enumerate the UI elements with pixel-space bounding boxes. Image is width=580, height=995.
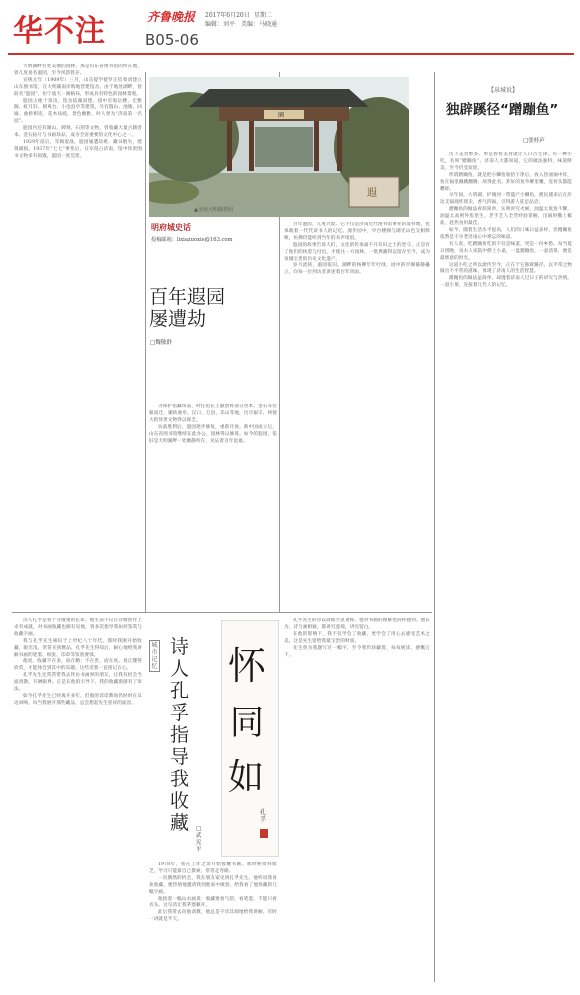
article2-paragraph: 所谓蹭蹦鱼，就是把小鲫鱼收拾干净后，放入热油锅中炸，鱼在锅里蹦跳翻腾，故得此名。炸好的鱼外酥里嫩，连骨头都能嚼碎。 (440, 172, 572, 192)
garden-photo (149, 77, 409, 217)
article3-paragraph: 先生曾为我题写过一幅字，至今我仍珍藏着，每每展读，感慨万千。 (284, 645, 430, 658)
article2-paragraph: 早年间，大明湖、护城河一带盛产小鲫鱼，渔民捕来后在岸边支锅现炸现卖，香气四溢，引得游人驻足品尝。 (440, 193, 572, 206)
article2-headline: 独辟蹊径“蹭蹦鱼” (446, 102, 559, 118)
article2-paragraph: 历下美食繁多，单是看看美食就让人口舌生津。有一种小吃，名叫“蹭蹦鱼”，济南人大都知道，它的做法独特，味道鲜美，至今仍受欢迎。 (440, 152, 572, 171)
article3-body-continued (149, 862, 277, 983)
calligraphy-line: 同 (230, 703, 264, 743)
article2-paragraph: 有人说，吃蹭蹦鱼吃的不仅是味道，更是一份乡愁。每当夏日傍晚，泉水人家院中摆上小桌，一盘蹭蹦鱼，一壶清茶，便是最惬意的时光。 (440, 241, 572, 261)
article3-paragraph: 1978年，我在工作之余开始接触书画。那时候资料匮乏，学习只能靠自己摸索，常常走弯路。 (149, 862, 277, 874)
photo-caption-text: 济南大明湖老园 (197, 207, 233, 213)
article1-paragraph: 百年遐园，几度兴废。它不仅是济南近代图书馆事业的发祥地，也承载着一代代读书人的记忆。漫步园中，亭台楼阁与湖光山色交相辉映，仿佛仍能听到当年的书声琅琅。 (284, 222, 430, 241)
article3-author: □武宪平 (196, 826, 202, 853)
article1-body (14, 64, 142, 609)
calligraphy-seal (260, 829, 268, 838)
article3-paragraph: 诗人孔孚是我十分敬重的长辈。他生前不仅在诗歌创作上卓有成就，对书画收藏也颇有见地，曾多次指导我如何鉴赏与收藏字画。 (14, 618, 142, 637)
article1-paragraph: 遐园内还有湖山、碑刻、石刻等文物，曾收藏大量古籍善本、金石拓片与书画珍品，成为全省重要的文化中心之一。 (14, 126, 142, 139)
article1-paragraph: 遐园占地十余亩，馆舍依湖而建，园中有海岳楼、宏雅阁、虹月轩、朝爽台、小沧浪亭等建筑，另有假山、池塘、回廊、曲桥相连，花木扶疏，景色幽雅，时人誉为“济南第一名园”。 (14, 98, 142, 125)
article1-paragraph: 岁月流转，遐园依旧。湖畔的杨柳年年吐绿，园中的亭阁静静矗立，向每一位到访者讲述着百年风雨。 (284, 263, 430, 276)
article1-paragraph: 宣统元年（1909年）三月，山东提学使罗正钧奏请建立山东图书馆，在大明湖南岸购地营建馆舍。由于地处湖畔，曾取名“遐园”，仿宁波天一阁格局，形成具有特色的园林景观。 (14, 77, 142, 97)
column-divider (434, 72, 435, 982)
section-divider (12, 612, 432, 613)
column-box-title: 明府城史话 (151, 222, 191, 232)
column-divider (145, 72, 146, 612)
article2-body (440, 152, 572, 982)
article1-headline-line1: 百年遐园 (149, 286, 226, 308)
article3-headline: 诗人孔孚指导我收藏 (170, 636, 190, 834)
article3-body (14, 618, 142, 983)
article1-body-continued (284, 222, 430, 610)
article2-tag: 【泉城说】 (488, 87, 519, 94)
article3-body-continued (284, 618, 430, 983)
article3-paragraph: 一次偶然的机会，我在朋友家见到孔孚先生。他听说我喜欢收藏，便热情地邀请我到他家中做客，给我看了他珍藏的几幅字画。 (149, 875, 277, 895)
article2-paragraph: 蹭蹦鱼的做法虽简单，却透着济南人过日子的讲究与热情。一道小菜，连接着几代人的记忆。 (440, 276, 572, 289)
article2-author: □张桂庐 (523, 138, 545, 144)
article3-paragraph: 在他的影响下，我不仅学会了收藏，更学会了用心去感受艺术之美。这是先生留给我最宝贵的财富。 (284, 631, 430, 644)
article1-author: □魏敬群 (150, 340, 172, 346)
designer-credit: 美编：马晓通 (241, 21, 278, 28)
article2-paragraph: 蹭蹦鱼的做法看似简单，实则讲究火候。油温太低鱼不酥，油温太高则外焦里生。老手艺人全凭经验掌握，出锅时撒上椒盐，趁热食用最佳。 (440, 207, 572, 227)
article3-paragraph: 他指着一幅山水画说：收藏要看气韵，看笔墨，不能只看名头。这句话让我茅塞顿开。 (149, 896, 277, 909)
article2-paragraph: 如今，随着生活水平提高，人们的口味日益多样，但蹭蹦鱼依然是不少老济南心中难忘的味道。 (440, 227, 572, 240)
photo-caption (194, 206, 233, 213)
section-title: 华不注 (13, 14, 106, 49)
article1-paragraph: 抗战胜利后，遐园逐步修复，重新开放。新中国成立后，山东省图书馆继续在此办公，园林得以修葺。如今的遐园，依旧是大明湖畔一处幽静所在，见证着百年沧桑。 (149, 424, 277, 444)
article3-paragraph: 如今孔孚先生已经离开多年，但他的谆谆教诲仍时时在耳边回响。每当我展开那些藏品，总会想起先生慈祥的面容。 (14, 693, 142, 706)
caption-marker-icon: ▲ (194, 207, 198, 213)
page-code: B05-06 (145, 31, 199, 49)
calligraphy-line: 怀 (228, 644, 267, 688)
photo-plaque-text: 園 (278, 112, 285, 119)
article3-paragraph: 他说，收藏不在多，而在精；不在贵，而在真。真正懂得欣赏，才能体会到其中的乐趣。这些话我一直铭记在心。 (14, 659, 142, 672)
calligraphy-artwork (221, 620, 279, 857)
article1-paragraph: 1929年前后，军阀混战，遐园屡遭劫难，藏书散失，建筑破损。1937年“七七”事变后，日军侵占济南，馆中珍贵图书文物多有损毁，遐园一度荒废。 (14, 139, 142, 159)
editor-credit: 编辑：刘平 (205, 21, 236, 28)
article3-paragraph: 我与孔孚先生相识于上世纪八十年代。那时我刚开始收藏，眼光浅，常常买到赝品。孔孚先生得知后，耐心地给我讲解书画的笔墨、纸张、印章等鉴别要领。 (14, 638, 142, 658)
photo-seal-text: 遐 (367, 188, 377, 199)
column-box (149, 222, 279, 262)
masthead-rule (8, 53, 574, 55)
article1-headline (149, 286, 225, 330)
article2-paragraph: 这道小吃之所以流传至今，正在于它独辟蹊径，以平常之物做出不平常的滋味，体现了济南人的生活智慧。 (440, 262, 572, 275)
article1-paragraph: 为保护馆藏珍品，时任馆长王献唐将部分善本、金石等装箱南迁，辗转曲阜、汉口、万县、乐山等地，历尽艰辛，终使大批珍贵文物得以保全。 (149, 404, 277, 423)
calligraphy-signature: 孔孚 (260, 809, 267, 823)
calligraphy-line: 如 (228, 757, 265, 798)
article1-headline-line2: 屡遭劫 (149, 308, 207, 330)
issue-weekday: 星期二 (254, 12, 273, 19)
article3-paragraph: 孔孚先生的诗以简练空灵著称，他对书画的理解也同样独到。他认为，诗与画相通，都讲究意境，讲究留白。 (284, 618, 430, 630)
article3-paragraph: 孔孚先生还常常带我去拜访书画界的朋友，让我有机会当面请教，开阔眼界。正是在他的引导下，我的收藏渐渐有了章法。 (14, 673, 142, 693)
article3-tag (149, 640, 160, 672)
article1-paragraph: 大明湖畔有处美丽的园林，那是山东省图书馆的所在地，曾几度易名遐园，至今风韵犹存。 (14, 64, 142, 76)
article1-paragraph: 遐园的故事告诉人们，文化的传承离不开有识之士的坚守。正是有了他们的执着与付出，才使这一方园林、一批典籍得以留存至今，成为泉城宝贵的历史文化遗产。 (284, 242, 430, 262)
article1-body-continued (149, 404, 277, 609)
article3-tag-text: 城市记忆 (151, 642, 158, 670)
paper-name: 齐鲁晚报 (147, 10, 196, 24)
column-box-email: 投稿邮箱：lixiazuoxie@163.com (151, 237, 233, 243)
masthead (0, 0, 580, 60)
issue-date: 2017年6月20日 (205, 12, 250, 19)
article2-tag-text: 泉城说 (494, 87, 513, 94)
article3-paragraph: 此后我常去向他请教，他总是不厌其烦地给我讲解，有时一讲就是半天。 (149, 910, 277, 923)
